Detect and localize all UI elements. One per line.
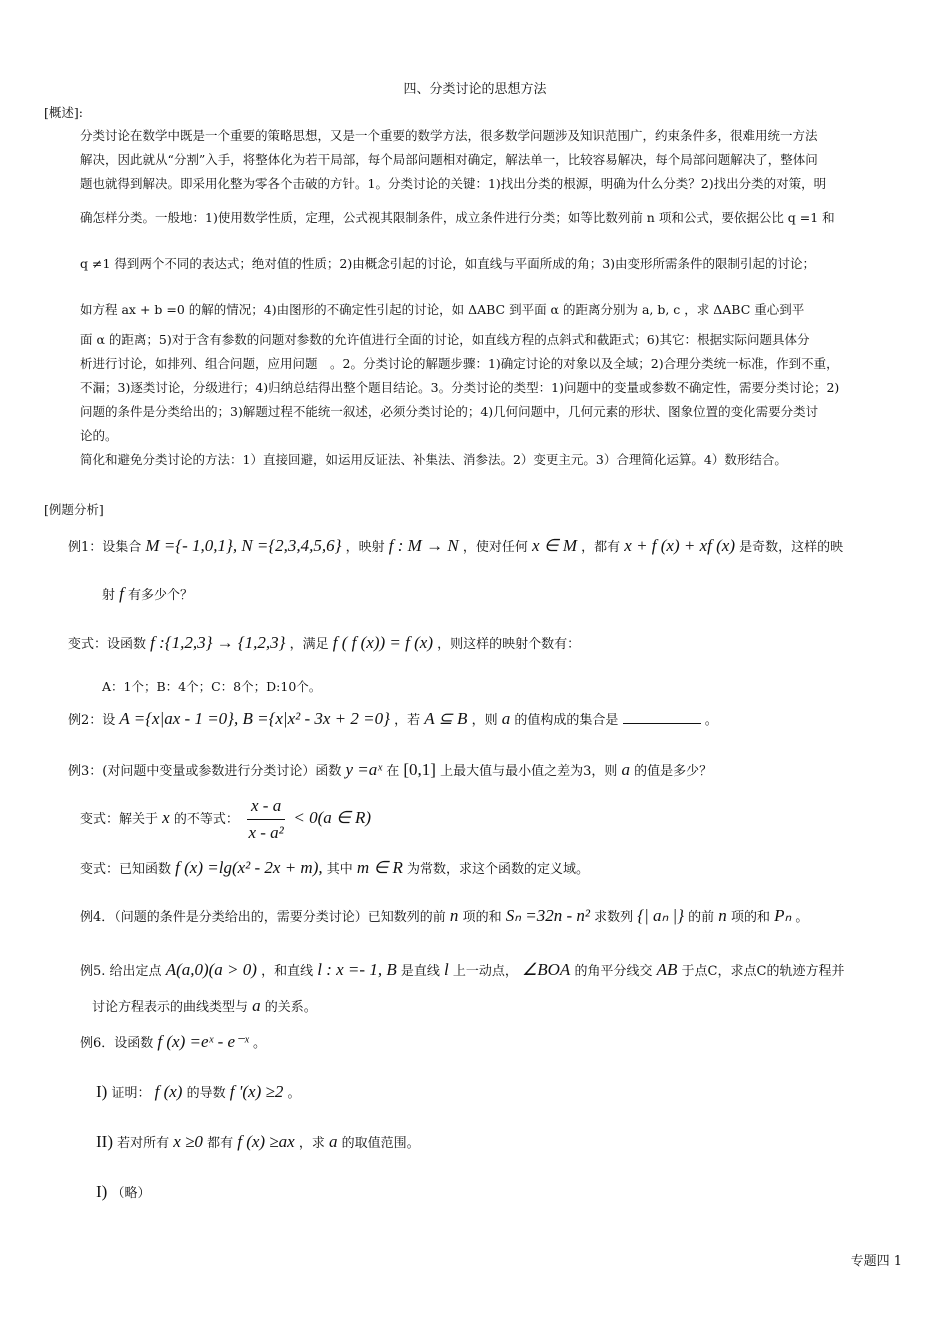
ex4-math: Pₙ [774,906,792,925]
ex5-text: 于点C，求点C的轨迹方程并 [681,964,845,979]
example-1-line2 [102,584,193,604]
ex1-text: 射 [102,588,116,603]
ex5-text: 上一动点， [452,964,518,979]
var1-text: ，则这样的映射个数有： [437,637,581,652]
part1-text: 。 [287,1086,301,1101]
part-3 [96,1182,150,1202]
ex4-text: 的前 [688,910,715,925]
part1-math: f (x) [154,1082,183,1101]
var2-text: 变式：解关于 [80,812,159,827]
ex2-text: 。 [704,713,718,728]
ex4-text: 。 [795,910,809,925]
ex4-text: 项的和 [730,910,770,925]
part1-math: f '(x) ≥2 [229,1082,284,1101]
overview-line: 问题的条件是分类给出的；3)解题过程不能统一叙述，必须分类讨论的；4)几何问题中，几何元素的形状、图象位置的变化需要分类讨 [80,404,819,419]
part1-text: 的导数 [186,1086,226,1101]
ex3-math: a [621,760,630,779]
ex3-text: 在 [386,764,400,779]
example-6 [80,1032,266,1052]
ex2-math: A ={x|ax - 1 =0}, B ={x|x² - 3x + 2 =0} [119,709,390,728]
ex1-text: ，使对任何 [462,540,528,555]
ex4-math: {| aₙ |} [637,906,684,925]
overview-heading: [概述]: [44,105,83,120]
ex2-text: 例2：设 [68,713,116,728]
ex5-text: 的关系。 [264,1000,317,1015]
overview-line: 如方程 ax + b =0 的解的情况；4)由图形的不确定性引起的讨论，如 ΔABC 到平面 α 的距离分别为 a, b, c ，求 ΔABC 重心到平 [80,302,805,317]
part2-text: 若对所有 [117,1136,170,1151]
ex2-math: a [501,709,511,728]
var3-math: f (x) =lg(x² - 2x + m), [175,858,323,877]
ex3-math: [0,1] [403,760,436,779]
overview-line: 解决，因此就从“分割”入手，将整体化为若干局部，每个局部问题相对确定，解法单一，比较容易解决，每个局部问题解决了，整体问 [80,152,818,167]
part3-text: （略） [111,1186,151,1201]
ex1-math: x ∈ M [531,536,577,555]
fraction-denominator: x - a² [248,823,284,842]
ex1-text: 例1：设集合 [68,540,142,555]
var2-text: 的不等式： [173,812,239,827]
variant-2 [80,796,371,843]
part-number: II) [96,1132,113,1151]
ex4-text: 例4．（问题的条件是分类给出的，需要分类讨论）已知数列的前 [80,910,446,925]
overview-line: 确怎样分类。一般地：1)使用数学性质，定理，公式视其限制条件，成立条件进行分类；如等比数列前 n 项和公式，要依据公比 q =1 和 [80,210,835,225]
fraction [247,796,285,843]
variant-1-options: A：1个；B：4个；C：8个；D:10个。 [102,679,322,694]
ex5-text: ，和直线 [261,964,314,979]
ex2-text: 的值构成的集合是 [514,713,619,728]
ex4-text: 求数列 [594,910,634,925]
overview-line: q ≠1 得到两个不同的表达式；绝对值的性质；2)由概念引起的讨论，如直线与平面所成的角；3)由变形所需条件的限制引起的讨论； [80,256,816,271]
var1-math: f ( f (x)) = f (x) [332,633,433,652]
variant-3 [80,858,589,878]
variant-1 [68,633,580,653]
part2-math: a [328,1132,338,1151]
ex5-math: A(a,0)(a > 0) [165,960,257,979]
ex3-text: 的值是多少？ [634,764,713,779]
ex5-math: AB [656,960,678,979]
ex1-math: f [119,584,124,603]
var1-text: 变式：设函数 [68,637,147,652]
page-title: 四、分类讨论的思想方法 [403,82,547,97]
ex4-math: Sₙ =32n - n² [505,906,590,925]
ex1-text: 是奇数，这样的映 [739,540,844,555]
example-5 [80,960,844,980]
example-5-line2 [92,996,317,1016]
overview-line: 题也就得到解决。即采用化整为零各个击破的方针。1。分类讨论的关键：1)找出分类的根源，明确为什么分类？2)找出分类的对策，明 [80,176,827,191]
part2-math: f (x) ≥ax [237,1132,295,1151]
example-3 [68,760,712,780]
part1-text: 证明： [111,1086,151,1101]
ex5-text: 例5. 给出定点 [80,964,162,979]
var1-math: f :{1,2,3} → {1,2,3} [150,633,286,652]
ex5-text: 是直线 [400,964,440,979]
ex5-text: 讨论方程表示的曲线类型与 [92,1000,249,1015]
ex1-math: M ={- 1,0,1}, N ={2,3,4,5,6} [145,536,342,555]
page-footer: 专题四 1 [850,1254,902,1269]
overview-line: 不漏；3)逐类讨论，分级进行；4)归纳总结得出整个题目结论。3。分类讨论的类型：1)问题中的变量或参数不确定性，需要分类讨论；2) [80,380,840,395]
overview-paragraph [80,124,910,472]
ex3-text: 上最大值与最小值之差为3，则 [440,764,618,779]
example-1 [68,536,843,556]
ex2-text: ，若 [394,713,421,728]
part-1 [96,1082,300,1102]
ex6-text: 例6．设函数 [80,1036,154,1051]
ex1-math: f : M → N [388,536,459,555]
var3-text: 为常数，求这个函数的定义域。 [407,862,590,877]
example-2 [68,709,718,729]
ex1-text: ，都有 [581,540,621,555]
overview-line: 分类讨论在数学中既是一个重要的策略思想，又是一个重要的数学方法，很多数学问题涉及知识范围广，约束条件多，很难用统一方法 [80,128,818,143]
var3-math: m ∈ R [356,858,403,877]
var1-text: ，满足 [289,637,329,652]
ex2-math: A ⊆ B [424,709,468,728]
var3-text: 变式：已知函数 [80,862,172,877]
ex5-math: a [252,996,261,1015]
var2-math: < 0(a ∈ R) [293,808,372,827]
var3-text: 其中 [326,862,353,877]
ex5-math: l [444,960,449,979]
ex1-math: x + f (x) + xf (x) [624,536,735,555]
ex5-math: ∠BOA [522,960,571,979]
overview-line: 面 α 的距离；5)对于含有参数的问题对参数的允许值进行全面的讨论，如直线方程的点斜式和截距式；6)其它：根据实际问题具体分 [80,332,810,347]
answer-blank [623,711,701,724]
part-number: I) [96,1182,108,1201]
ex1-text: 有多少个？ [128,588,194,603]
part2-text: ，求 [298,1136,325,1151]
part2-math: x ≥0 [173,1132,203,1151]
ex4-text: 项的和 [462,910,502,925]
overview-line: 析进行讨论，如排列、组合问题，应用问题 。2。分类讨论的解题步骤：1)确定讨论的对象以及全域；2)合理分类统一标准，作到不重， [80,356,839,371]
ex2-text: ，则 [471,713,498,728]
ex6-math: f (x) =eˣ - e⁻ˣ [157,1032,249,1051]
part-2 [96,1132,420,1152]
ex5-math: l : x =- 1, B [317,960,397,979]
ex4-math: n [718,906,727,925]
ex5-text: 的角平分线交 [574,964,653,979]
part-number: I) [96,1082,108,1101]
example-4 [80,906,808,926]
ex3-text: 例3：(对问题中变量或参数进行分类讨论）函数 [68,764,342,779]
ex6-text: 。 [252,1036,266,1051]
var2-math: x [162,808,170,827]
overview-line: 论的。 [80,428,118,443]
part2-text: 的取值范围。 [341,1136,420,1151]
ex3-math: y =aˣ [345,760,383,779]
examples-heading: [例题分析] [44,502,104,517]
ex1-text: ，映射 [345,540,385,555]
part2-text: 都有 [207,1136,234,1151]
ex4-math: n [449,906,459,925]
overview-line: 简化和避免分类讨论的方法：1）直接回避，如运用反证法、补集法、消参法。2）变更主元。3）合理简化运算。4）数形结合。 [80,452,787,467]
fraction-numerator: x - a [247,796,285,820]
